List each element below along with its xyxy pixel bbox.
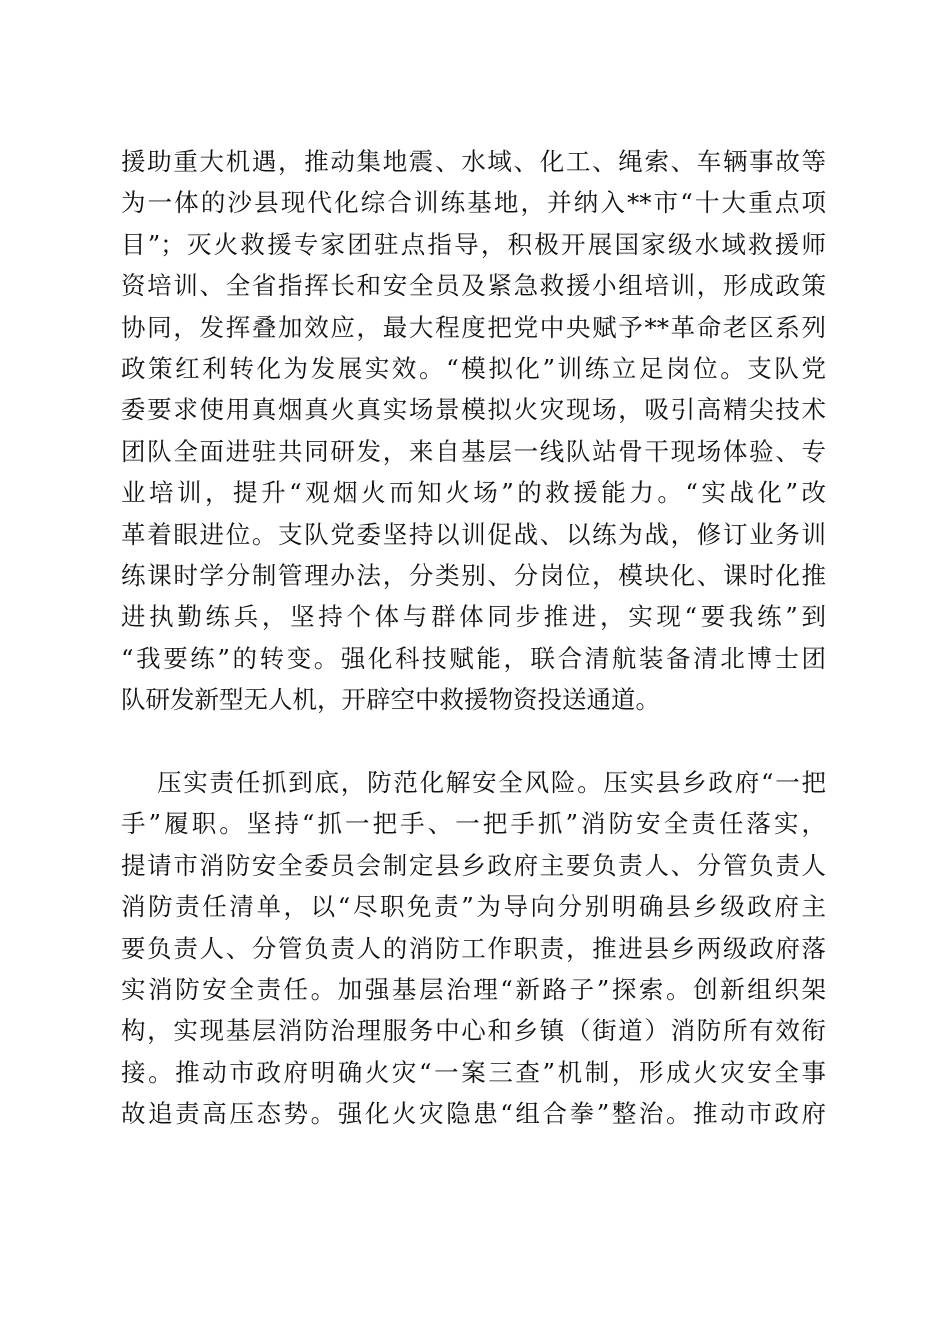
text-line: 援助重大机遇，推动集地震、水域、化工、绳索、车辆事故等: [121, 147, 826, 176]
text-line: 消防责任清单，以“尽职免责”为导向分别明确县乡级政府主: [121, 892, 826, 922]
text-line: 手”履职。坚持“抓一把手、一把手抓”消防安全责任落实，: [121, 809, 826, 839]
text-line: 实消防安全责任。加强基层治理“新路子”探索。创新组织架: [121, 974, 826, 1004]
text-line: 协同，发挥叠加效应，最大程度把党中央赋予**革命老区系列: [121, 312, 826, 342]
paragraph-2: [121, 762, 826, 1135]
text-line: “我要练”的转变。强化科技赋能，联合清航装备清北博士团: [121, 643, 826, 673]
text-line: 提请市消防安全委员会制定县乡政府主要负责人、分管负责人: [121, 850, 826, 880]
paragraph-1: [121, 141, 826, 720]
text-line: 资培训、全省指挥长和安全员及紧急救援小组培训，形成政策: [121, 271, 826, 301]
text-line: 政策红利转化为发展实效。“模拟化”训练立足岗位。支队党: [121, 353, 826, 383]
text-line: 要负责人、分管负责人的消防工作职责，推进县乡两级政府落: [121, 933, 826, 963]
text-line: 委要求使用真烟真火真实场景模拟火灾现场，吸引高精尖技术: [121, 395, 826, 425]
text-line: 练课时学分制管理办法，分类别、分岗位，模块化、课时化推: [121, 560, 826, 590]
text-line: 革着眼进位。支队党委坚持以训促战、以练为战，修订业务训: [121, 519, 826, 549]
text-line: 队研发新型无人机，开辟空中救援物资投送通道。: [121, 685, 660, 715]
text-line: 进执勤练兵，坚持个体与群体同步推进，实现“要我练”到: [121, 602, 826, 632]
text-line: 为一体的沙县现代化综合训练基地，并纳入**市“十大重点项: [121, 188, 826, 218]
text-line: 业培训，提升“观烟火而知火场”的救援能力。“实战化”改: [121, 478, 826, 508]
text-line: 构，实现基层消防治理服务中心和乡镇（街道）消防所有效衔: [121, 1016, 826, 1046]
text-line: 压实责任抓到底，防范化解安全风险。压实县乡政府“一把: [157, 768, 826, 797]
text-line: 故追责高压态势。强化火灾隐患“组合拳”整治。推动市政府: [121, 1099, 826, 1129]
text-line: 目”；灭火救援专家团驻点指导，积极开展国家级水域救援师: [121, 229, 826, 259]
text-line: 团队全面进驻共同研发，来自基层一线队站骨干现场体验、专: [121, 436, 826, 466]
text-line: 接。推动市政府明确火灾“一案三查”机制，形成火灾安全事: [121, 1057, 826, 1087]
